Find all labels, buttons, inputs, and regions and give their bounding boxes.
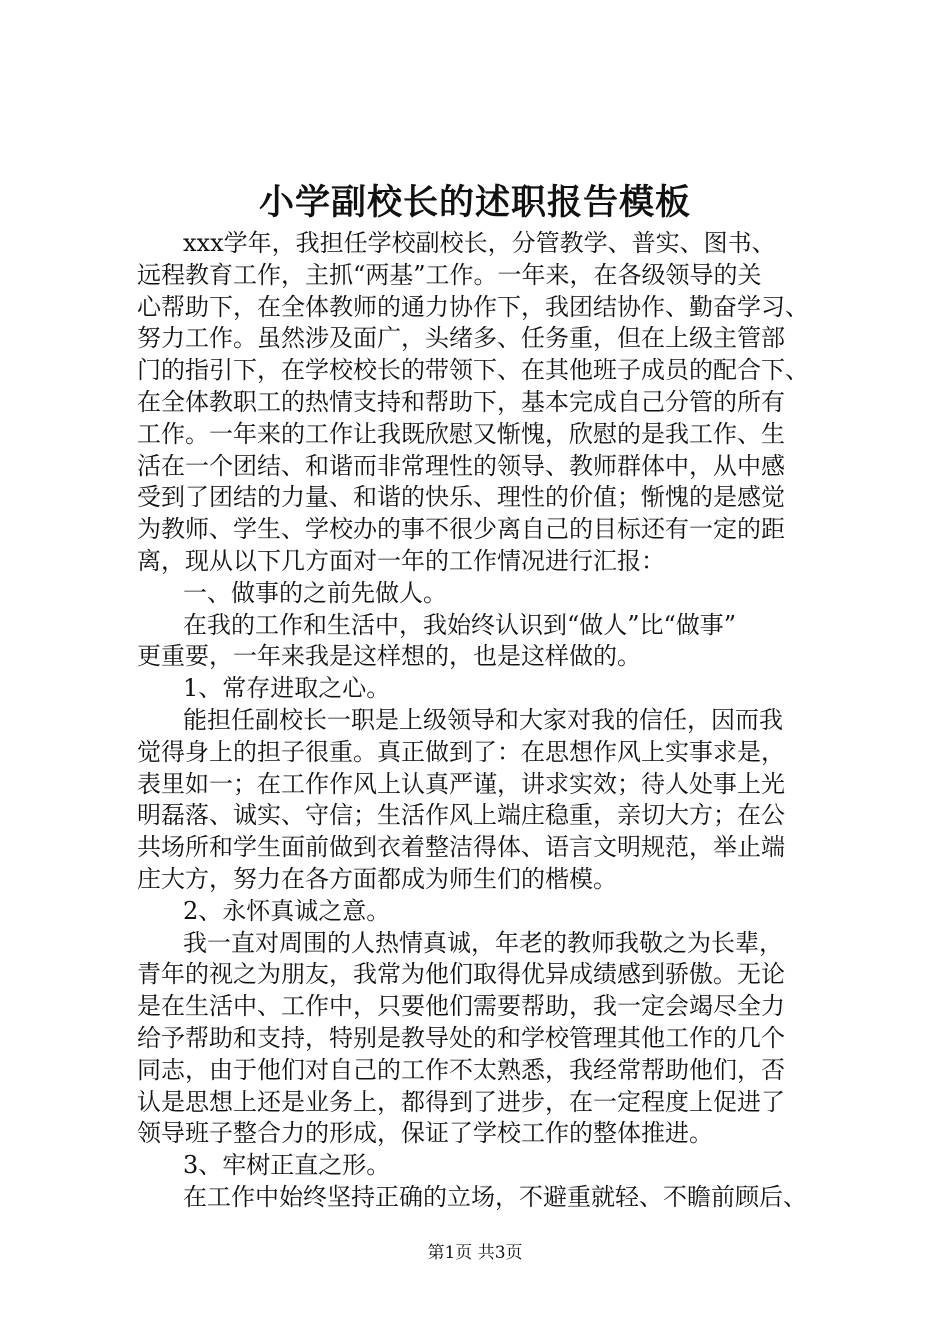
text-line: xxx学年，我担任学校副校长，分管教学、普实、图书、 — [183, 229, 776, 257]
text-line: 一、做事的之前先做人。 — [183, 578, 447, 607]
text-line: 庄大方，努力在各方面都成为师生们的楷模。 — [137, 864, 617, 893]
text-line: 给予帮助和支持，特别是教导处的和学校管理其他工作的几个 — [137, 1023, 785, 1052]
text-line: 在我的工作和生活中，我始终认识到“做人”比“做事” — [183, 610, 737, 639]
text-line: 受到了团结的力量、和谐的快乐、理性的价值；惭愧的是感觉 — [137, 483, 785, 512]
text-line: 表里如一；在工作作风上认真严谨，讲求实效；待人处事上光 — [137, 769, 785, 798]
text-line: 活在一个团结、和谐而非常理性的领导、教师群体中，从中感 — [137, 451, 785, 480]
text-line: 远程教育工作，主抓“两基”工作。一年来，在各级领导的关 — [137, 260, 762, 289]
page-footer: 第1页 共3页 — [427, 1243, 523, 1263]
text-line: 1、常存进取之心。 — [183, 674, 391, 703]
text-line: 领导班子整合力的形成，保证了学校工作的整体推进。 — [137, 1119, 713, 1148]
text-line: 2、永怀真诚之意。 — [183, 896, 391, 925]
document-title: 小学副校长的述职报告模板 — [258, 182, 691, 223]
text-line: 青年的视之为朋友，我常为他们取得优异成绩感到骄傲。无论 — [137, 960, 785, 989]
text-line: 为教师、学生、学校办的事不很少离自己的目标还有一定的距 — [137, 515, 785, 544]
text-line: 离，现从以下几方面对一年的工作情况进行汇报： — [137, 546, 665, 575]
text-line: 能担任副校长一职是上级领导和大家对我的信任，因而我 — [183, 705, 783, 734]
text-line: 明磊落、诚实、守信；生活作风上端庄稳重，亲切大方；在公 — [137, 801, 785, 830]
text-line: 我一直对周围的人热情真诚，年老的教师我敬之为长辈， — [183, 928, 783, 957]
text-line: 努力工作。虽然涉及面广，头绪多、任务重，但在上级主管部 — [137, 324, 785, 353]
text-line: 认是思想上还是业务上，都得到了进步，在一定程度上促进了 — [137, 1087, 785, 1116]
text-line: 更重要，一年来我是这样想的，也是这样做的。 — [137, 642, 641, 671]
text-line: 心帮助下，在全体教师的通力协作下，我团结协作、勤奋学习、 — [137, 292, 809, 321]
text-line: 3、牢树正直之形。 — [183, 1151, 391, 1180]
text-line: 工作。一年来的工作让我既欣慰又惭愧，欣慰的是我工作、生 — [137, 419, 785, 448]
text-line: 共场所和学生面前做到衣着整洁得体、语言文明规范，举止端 — [137, 833, 785, 862]
text-line: 同志，由于他们对自己的工作不太熟悉，我经常帮助他们，否 — [137, 1055, 785, 1084]
document-body — [137, 228, 827, 1214]
text-line: 觉得身上的担子很重。真正做到了：在思想作风上实事求是， — [137, 737, 785, 766]
text-line: 是在生活中、工作中，只要他们需要帮助，我一定会竭尽全力 — [137, 992, 785, 1021]
text-line: 门的指引下，在学校校长的带领下、在其他班子成员的配合下、 — [137, 356, 809, 385]
text-line: 在全体教职工的热情支持和帮助下，基本完成自己分管的所有 — [137, 387, 785, 416]
text-line: 在工作中始终坚持正确的立场，不避重就轻、不瞻前顾后、 — [183, 1182, 807, 1211]
